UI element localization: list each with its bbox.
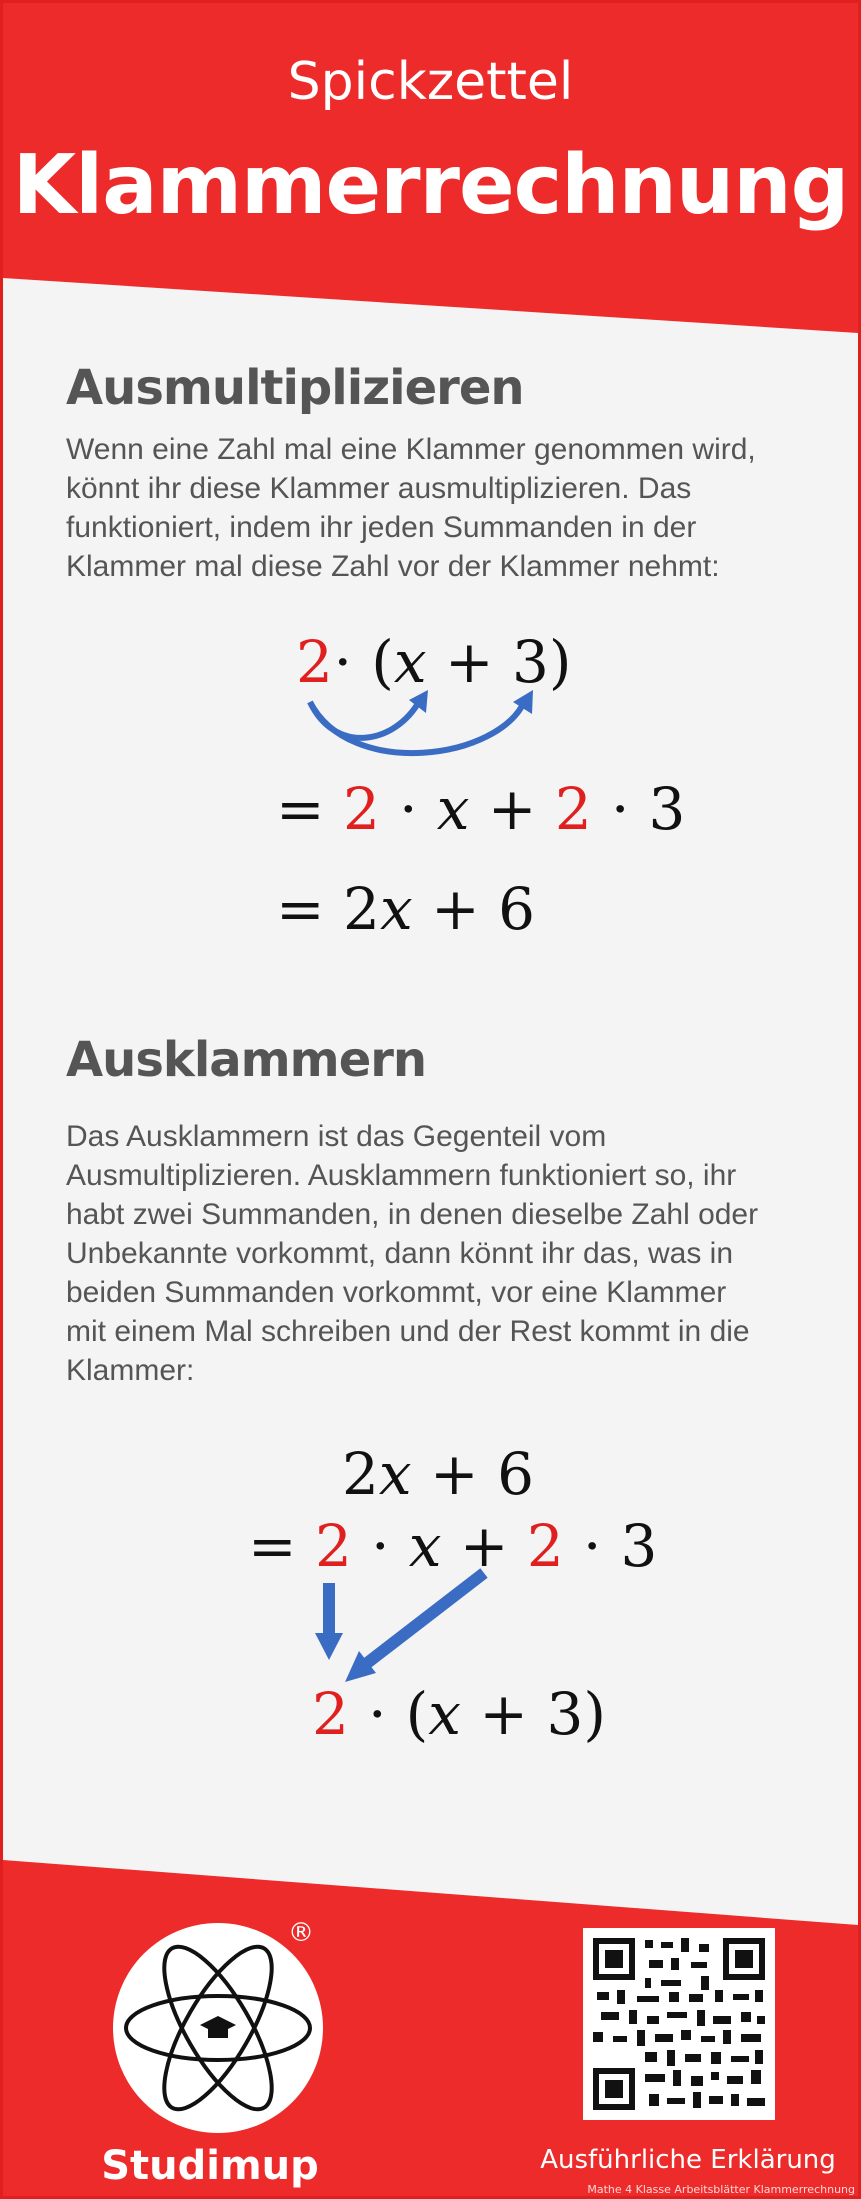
section-heading-ausklammern: Ausklammern — [66, 1032, 427, 1088]
equation-part: = — [248, 1512, 316, 1580]
factor-term: 2 — [526, 1512, 564, 1580]
equation-part: ⋅ ( — [348, 1680, 429, 1748]
text-line: beiden Summanden vorkommt, vor eine Klammer — [66, 1276, 727, 1309]
variable-x: x — [436, 775, 470, 843]
equation-part: ⋅ — [351, 1512, 409, 1580]
text-line: funktioniert, indem ihr jeden Summanden in der — [66, 511, 697, 544]
equation-part: ⋅ — [379, 775, 437, 843]
equation-part: ⋅ 3 — [591, 775, 686, 843]
section-text-ausmultiplizieren — [66, 430, 836, 586]
equation-part: + 6 — [411, 1440, 534, 1508]
text-line: Unbekannte vorkommt, dann könnt ihr das, was in — [66, 1237, 734, 1270]
text-line: Klammer: — [66, 1354, 195, 1387]
variable-x: x — [428, 1680, 461, 1748]
header-title: Klammerrechnung — [12, 138, 849, 233]
text-line: Klammer mal diese Zahl vor der Klammer nehmt: — [66, 550, 720, 583]
factor-term: 2 — [343, 775, 380, 843]
equation-part: + 3) — [460, 1680, 606, 1748]
watermark: Mathe 4 Klasse Arbeitsblätter Klammerrechnung — [587, 2183, 855, 2196]
equation-start — [342, 1440, 534, 1508]
equation-part: + — [469, 775, 555, 843]
variable-x: x — [379, 875, 413, 943]
factor-term: 2 — [554, 775, 592, 843]
registered-mark: ® — [288, 1918, 314, 1948]
equation-part: 2 — [342, 1440, 379, 1508]
text-line: habt zwei Summanden, in denen dieselbe Zahl oder — [66, 1198, 759, 1231]
variable-x: x — [378, 1440, 412, 1508]
equation-part: = — [276, 775, 344, 843]
factor-term: 2 — [296, 628, 333, 696]
equation-part: ⋅ ( — [332, 628, 394, 696]
text-line: mit einem Mal schreiben und der Rest kommt in die — [66, 1315, 750, 1348]
variable-x: x — [408, 1512, 442, 1580]
equation-factored — [312, 1680, 606, 1748]
variable-x: x — [393, 628, 427, 696]
equation-part: + 3) — [426, 628, 572, 696]
factor-term: 2 — [312, 1680, 349, 1748]
equation-result — [276, 875, 535, 943]
text-line: Wenn eine Zahl mal eine Klammer genommen wird, — [66, 433, 756, 466]
brand-name: Studimup — [101, 2143, 319, 2189]
equation-part: = 2 — [276, 875, 380, 943]
equation-part: ⋅ 3 — [563, 1512, 658, 1580]
equation-expanded — [276, 775, 685, 843]
text-line: könnt ihr diese Klammer ausmultiplizieren. Das — [66, 472, 692, 505]
factor-term: 2 — [315, 1512, 352, 1580]
text-line: Ausmultiplizieren. Ausklammern funktioniert so, ihr — [66, 1159, 737, 1192]
equation-part: + 6 — [412, 875, 536, 943]
equation-split — [248, 1512, 657, 1580]
section-heading-ausmultiplizieren: Ausmultiplizieren — [66, 360, 524, 416]
text-line: Das Ausklammern ist das Gegenteil vom — [66, 1120, 607, 1153]
equation-part: + — [441, 1512, 527, 1580]
equation-distribute — [296, 628, 572, 696]
header-subtitle: Spickzettel — [287, 52, 574, 112]
section-text-ausklammern — [66, 1117, 836, 1390]
qr-caption-link[interactable]: Ausführliche Erklärung — [540, 2145, 836, 2175]
